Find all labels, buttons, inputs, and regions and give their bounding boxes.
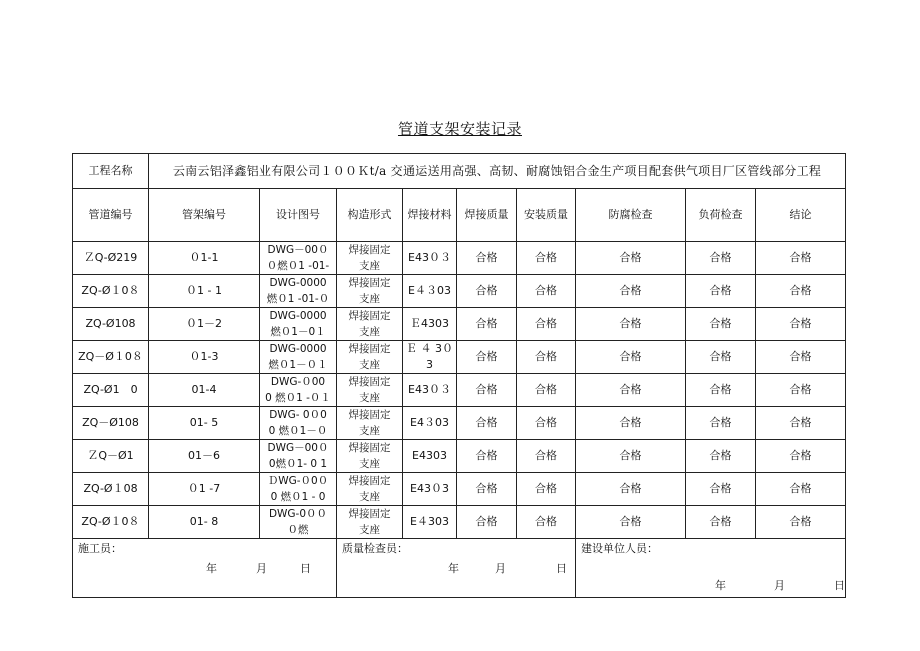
structure-form-cell bbox=[337, 473, 403, 506]
weld-quality-cell: 合格 bbox=[457, 308, 517, 341]
conclusion-cell: 合格 bbox=[756, 275, 846, 308]
project-name-value: 云南云铝泽鑫铝业有限公司１００Ｋt/a 交通运送用高强、高韧、耐腐蚀铝合金生产项目配套供气项目厂区管线部分工程 bbox=[149, 154, 846, 189]
weld-material-cell: Ｅ4303 bbox=[403, 308, 457, 341]
column-header: 安装质量 bbox=[517, 189, 576, 242]
conclusion-cell: 合格 bbox=[756, 407, 846, 440]
drawing-number-cell-line2: ０燃 bbox=[287, 524, 309, 536]
builder-label: 施工员： bbox=[78, 542, 122, 555]
install-quality-cell: 合格 bbox=[517, 374, 576, 407]
builder-day: 日 bbox=[300, 562, 311, 575]
structure-form-cell-line1: 焊接固定 bbox=[348, 244, 391, 256]
column-header: 结论 bbox=[756, 189, 846, 242]
pipe-number-cell: ZQ-Ø１0８ bbox=[73, 275, 149, 308]
weld-quality-cell: 合格 bbox=[457, 242, 517, 275]
conclusion-cell: 合格 bbox=[756, 308, 846, 341]
structure-form-cell bbox=[337, 275, 403, 308]
owner-label: 建设单位人员： bbox=[581, 542, 658, 555]
structure-form-cell bbox=[337, 440, 403, 473]
anticorrosion-cell: 合格 bbox=[576, 242, 686, 275]
drawing-number-cell-line2: 燃０1 -01-０ bbox=[266, 293, 330, 305]
conclusion-cell: 合格 bbox=[756, 506, 846, 539]
conclusion-cell: 合格 bbox=[756, 473, 846, 506]
quality-month: 月 bbox=[495, 562, 506, 575]
structure-form-cell-line2: 支座 bbox=[359, 458, 380, 470]
drawing-number-cell bbox=[260, 242, 337, 275]
structure-form-cell-line1: 焊接固定 bbox=[348, 475, 391, 487]
load-check-cell: 合格 bbox=[686, 242, 756, 275]
drawing-number-cell-line1: DWG- 0０0 bbox=[269, 409, 327, 421]
install-quality-cell: 合格 bbox=[517, 506, 576, 539]
column-header: 管架编号 bbox=[149, 189, 260, 242]
drawing-number-cell-line1: DWG-０00 bbox=[270, 376, 326, 388]
support-number-cell: ０1 - 1 bbox=[149, 275, 260, 308]
builder-year: 年 bbox=[206, 562, 217, 575]
pipe-number-cell: ZQ-Ø１0８ bbox=[73, 506, 149, 539]
structure-form-cell-line1: 焊接固定 bbox=[348, 409, 391, 421]
structure-form-cell-line1: 焊接固定 bbox=[348, 310, 391, 322]
load-check-cell: 合格 bbox=[686, 473, 756, 506]
weld-material-cell: E43０３ bbox=[403, 374, 457, 407]
weld-quality-cell: 合格 bbox=[457, 374, 517, 407]
owner-month: 月 bbox=[774, 579, 785, 592]
load-check-cell: 合格 bbox=[686, 374, 756, 407]
table-row bbox=[73, 440, 846, 473]
structure-form-cell-line2: 支座 bbox=[359, 524, 380, 536]
pipe-number-cell: ZQ-Ø１08 bbox=[73, 473, 149, 506]
pipe-number-cell: ZQ－Ø１0８ bbox=[73, 341, 149, 374]
weld-material-cell: Ｅ ４ 3０3 bbox=[403, 341, 457, 374]
column-header: 设计图号 bbox=[260, 189, 337, 242]
structure-form-cell bbox=[337, 506, 403, 539]
drawing-number-cell bbox=[260, 275, 337, 308]
structure-form-cell-line1: 焊接固定 bbox=[348, 442, 391, 454]
structure-form-cell-line1: 焊接固定 bbox=[348, 343, 391, 355]
column-header: 焊接材料 bbox=[403, 189, 457, 242]
structure-form-cell bbox=[337, 341, 403, 374]
drawing-number-cell-line2: 0 燃０1 - 0 bbox=[270, 491, 326, 503]
load-check-cell: 合格 bbox=[686, 308, 756, 341]
weld-material-cell: E４３03 bbox=[403, 275, 457, 308]
weld-quality-cell: 合格 bbox=[457, 341, 517, 374]
drawing-number-cell-line2: 燃０1－0１ bbox=[270, 326, 326, 338]
anticorrosion-cell: 合格 bbox=[576, 506, 686, 539]
load-check-cell: 合格 bbox=[686, 506, 756, 539]
install-quality-cell: 合格 bbox=[517, 407, 576, 440]
column-header: 防腐检查 bbox=[576, 189, 686, 242]
column-header: 管道编号 bbox=[73, 189, 149, 242]
weld-material-cell: E4303 bbox=[403, 440, 457, 473]
install-record-table bbox=[72, 153, 846, 598]
table-row bbox=[73, 242, 846, 275]
quality-signature-cell bbox=[337, 539, 576, 598]
drawing-number-cell-line1: DWG-0００ bbox=[268, 508, 328, 520]
drawing-number-cell bbox=[260, 407, 337, 440]
anticorrosion-cell: 合格 bbox=[576, 473, 686, 506]
structure-form-cell bbox=[337, 374, 403, 407]
drawing-number-cell bbox=[260, 374, 337, 407]
quality-year: 年 bbox=[448, 562, 459, 575]
structure-form-cell-line1: 焊接固定 bbox=[348, 508, 391, 520]
structure-form-cell-line1: 焊接固定 bbox=[348, 376, 391, 388]
pipe-number-cell: ＺQ－Ø1 bbox=[73, 440, 149, 473]
weld-material-cell: E４303 bbox=[403, 506, 457, 539]
structure-form-cell-line2: 支座 bbox=[359, 326, 380, 338]
drawing-number-cell-line2: 0 燃０1－０ bbox=[268, 425, 328, 437]
column-header: 负荷检查 bbox=[686, 189, 756, 242]
table-row bbox=[73, 473, 846, 506]
install-quality-cell: 合格 bbox=[517, 308, 576, 341]
table-row bbox=[73, 506, 846, 539]
weld-material-cell: E43０３ bbox=[403, 242, 457, 275]
owner-year: 年 bbox=[715, 579, 726, 592]
load-check-cell: 合格 bbox=[686, 407, 756, 440]
drawing-number-cell-line1: DWG-0000 bbox=[269, 343, 327, 355]
owner-day: 日 bbox=[834, 579, 845, 592]
load-check-cell: 合格 bbox=[686, 440, 756, 473]
weld-quality-cell: 合格 bbox=[457, 275, 517, 308]
install-quality-cell: 合格 bbox=[517, 242, 576, 275]
support-number-cell: ０1－2 bbox=[149, 308, 260, 341]
support-number-cell: ０1 -7 bbox=[149, 473, 260, 506]
pipe-number-cell: ZQ-Ø1 0 bbox=[73, 374, 149, 407]
pipe-number-cell: ZQ－Ø108 bbox=[73, 407, 149, 440]
structure-form-cell-line2: 支座 bbox=[359, 392, 380, 404]
anticorrosion-cell: 合格 bbox=[576, 275, 686, 308]
table-row bbox=[73, 374, 846, 407]
column-header: 构造形式 bbox=[337, 189, 403, 242]
support-number-cell: 01- 8 bbox=[149, 506, 260, 539]
drawing-number-cell bbox=[260, 308, 337, 341]
pipe-number-cell: ＺQ-Ø219 bbox=[73, 242, 149, 275]
support-number-cell: 01- 5 bbox=[149, 407, 260, 440]
install-quality-cell: 合格 bbox=[517, 440, 576, 473]
install-quality-cell: 合格 bbox=[517, 341, 576, 374]
anticorrosion-cell: 合格 bbox=[576, 374, 686, 407]
table-row bbox=[73, 341, 846, 374]
install-quality-cell: 合格 bbox=[517, 473, 576, 506]
structure-form-cell bbox=[337, 407, 403, 440]
drawing-number-cell-line1: DWG－00０ bbox=[267, 244, 329, 256]
support-number-cell: 01-4 bbox=[149, 374, 260, 407]
structure-form-cell-line1: 焊接固定 bbox=[348, 277, 391, 289]
drawing-number-cell-line1: DWG-0000 bbox=[269, 277, 327, 289]
column-header: 焊接质量 bbox=[457, 189, 517, 242]
builder-signature-cell bbox=[73, 539, 337, 598]
structure-form-cell bbox=[337, 308, 403, 341]
weld-quality-cell: 合格 bbox=[457, 506, 517, 539]
weld-material-cell: E43０3 bbox=[403, 473, 457, 506]
conclusion-cell: 合格 bbox=[756, 341, 846, 374]
table-row bbox=[73, 407, 846, 440]
drawing-number-cell-line2: 0燃０1- 0 1 bbox=[268, 458, 328, 470]
conclusion-cell: 合格 bbox=[756, 374, 846, 407]
drawing-number-cell bbox=[260, 341, 337, 374]
drawing-number-cell-line2: 燃０1－０１ bbox=[268, 359, 328, 371]
weld-material-cell: E4３03 bbox=[403, 407, 457, 440]
builder-month: 月 bbox=[256, 562, 267, 575]
support-number-cell: ０1-3 bbox=[149, 341, 260, 374]
quality-label: 质量检查员： bbox=[342, 542, 408, 555]
project-name-label: 工程名称 bbox=[73, 154, 149, 189]
structure-form-cell-line2: 支座 bbox=[359, 293, 380, 305]
conclusion-cell: 合格 bbox=[756, 440, 846, 473]
structure-form-cell-line2: 支座 bbox=[359, 491, 380, 503]
drawing-number-cell-line1: DWG-0000 bbox=[269, 310, 327, 322]
anticorrosion-cell: 合格 bbox=[576, 440, 686, 473]
table-row bbox=[73, 275, 846, 308]
drawing-number-cell bbox=[260, 473, 337, 506]
install-quality-cell: 合格 bbox=[517, 275, 576, 308]
drawing-number-cell-line1: DWG－00０ bbox=[267, 442, 329, 454]
load-check-cell: 合格 bbox=[686, 341, 756, 374]
table-row bbox=[73, 308, 846, 341]
drawing-number-cell bbox=[260, 440, 337, 473]
anticorrosion-cell: 合格 bbox=[576, 341, 686, 374]
quality-day: 日 bbox=[556, 562, 567, 575]
weld-quality-cell: 合格 bbox=[457, 473, 517, 506]
conclusion-cell: 合格 bbox=[756, 242, 846, 275]
drawing-number-cell-line1: ＤWG-０0０ bbox=[267, 475, 329, 487]
anticorrosion-cell: 合格 bbox=[576, 407, 686, 440]
owner-signature-cell bbox=[576, 539, 846, 598]
load-check-cell: 合格 bbox=[686, 275, 756, 308]
weld-quality-cell: 合格 bbox=[457, 407, 517, 440]
anticorrosion-cell: 合格 bbox=[576, 308, 686, 341]
structure-form-cell bbox=[337, 242, 403, 275]
page-title: 管道支架安装记录 bbox=[397, 120, 522, 138]
structure-form-cell-line2: 支座 bbox=[359, 359, 380, 371]
drawing-number-cell-line2: ０燃０1 -01- bbox=[266, 260, 330, 272]
structure-form-cell-line2: 支座 bbox=[359, 425, 380, 437]
drawing-number-cell bbox=[260, 506, 337, 539]
support-number-cell: ０1-1 bbox=[149, 242, 260, 275]
support-number-cell: 01－6 bbox=[149, 440, 260, 473]
weld-quality-cell: 合格 bbox=[457, 440, 517, 473]
drawing-number-cell-line2: 0 燃０1 -０１ bbox=[265, 392, 331, 404]
structure-form-cell-line2: 支座 bbox=[359, 260, 380, 272]
pipe-number-cell: ZQ-Ø108 bbox=[73, 308, 149, 341]
